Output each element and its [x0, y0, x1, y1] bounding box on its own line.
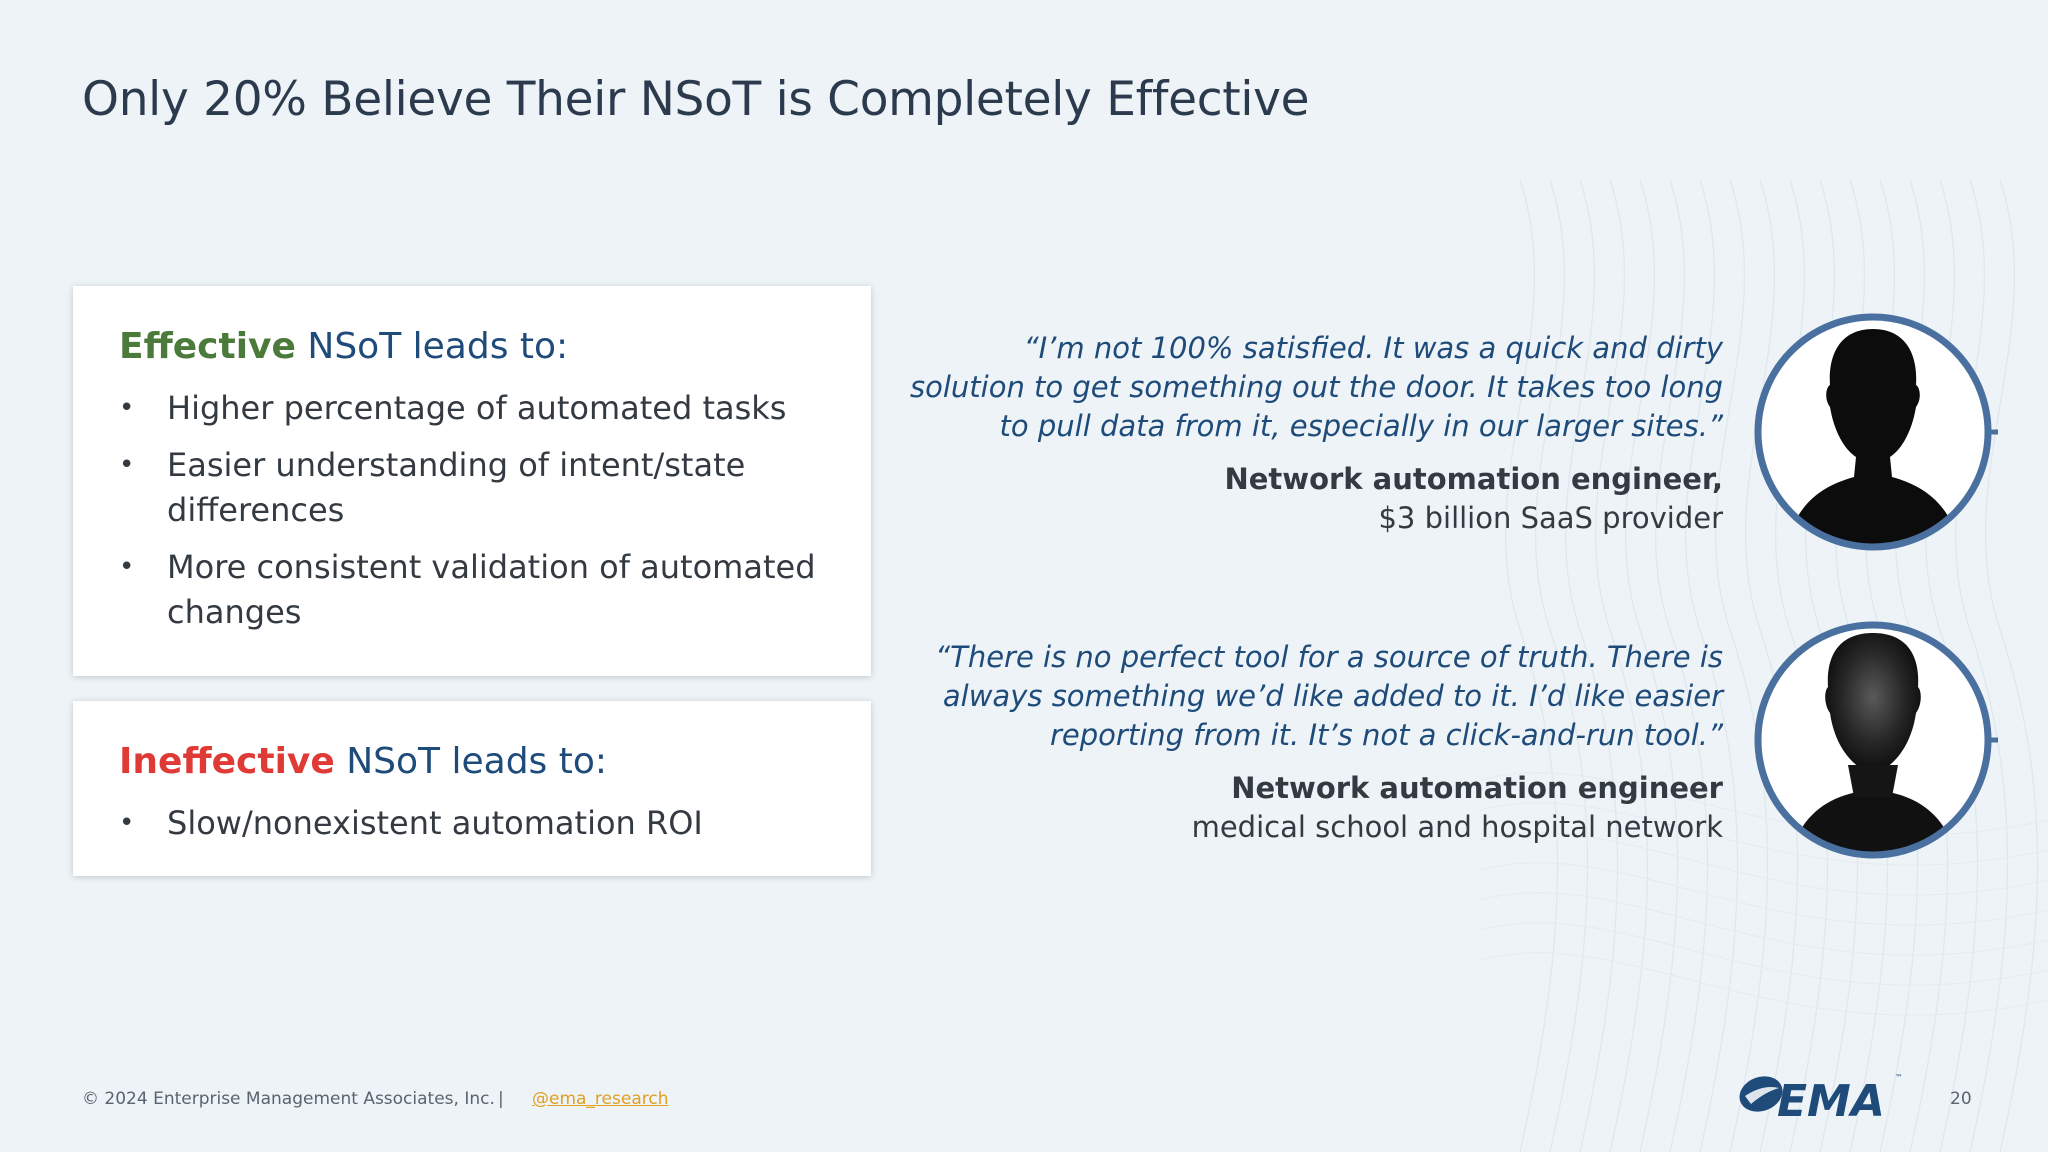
- logo-trademark: ™: [1895, 1073, 1903, 1082]
- slide-title: Only 20% Believe Their NSoT is Completely Effective: [82, 72, 1310, 127]
- bullet-text: Slow/nonexistent automation ROI: [167, 804, 703, 842]
- ineffective-heading-rest: NSoT leads to:: [334, 741, 608, 782]
- ineffective-nsot-card: [73, 701, 871, 876]
- quote-2-role: Network automation engineer: [1231, 771, 1723, 805]
- footer-copyright: © 2024 Enterprise Management Associates, Inc.: [82, 1089, 495, 1109]
- person-silhouette-icon: [1748, 307, 1998, 557]
- bullet-icon: •: [119, 808, 135, 838]
- bullet-icon: •: [119, 552, 135, 582]
- bullet-icon: •: [119, 450, 135, 480]
- quote-2-org: medical school and hospital network: [1191, 810, 1723, 844]
- person-silhouette-icon: [1748, 615, 1998, 865]
- bullet-text: More consistent validation of automated changes: [167, 548, 816, 631]
- ema-logo: [1735, 1066, 1910, 1126]
- effective-heading-rest: NSoT leads to:: [295, 326, 569, 367]
- page-number: 20: [1950, 1089, 1972, 1109]
- quote-1-role: Network automation engineer,: [1224, 462, 1723, 496]
- ineffective-card-heading: [119, 741, 607, 782]
- quote-1-org: $3 billion SaaS provider: [1378, 501, 1723, 535]
- bullet-text: Higher percentage of automated tasks: [167, 389, 787, 427]
- effective-nsot-card: [73, 286, 871, 676]
- ineffective-bullet-list: [119, 801, 827, 858]
- effective-bullet-list: [119, 386, 827, 647]
- ineffective-keyword: Ineffective: [119, 741, 335, 782]
- effective-card-heading: [119, 326, 568, 367]
- logo-text: EMA: [1777, 1076, 1885, 1126]
- bullet-text: Easier understanding of intent/state differences: [167, 446, 746, 529]
- twitter-handle-link[interactable]: @ema_research: [532, 1089, 669, 1109]
- quote-text-2: “There is no perfect tool for a source of truth. There is always something we’d like added to it. I’d like easier reporting from it. It’s not a click-and-run tool.”: [935, 640, 1723, 752]
- list-item: [119, 801, 827, 846]
- quote-text-1: “I’m not 100% satisfied. It was a quick and dirty solution to get something out the door. It takes too long to pull data from it, especially in our larger sites.”: [909, 331, 1723, 443]
- list-item: [119, 545, 827, 635]
- footer-separator: |: [498, 1089, 504, 1109]
- bullet-icon: •: [119, 393, 135, 423]
- list-item: [119, 443, 827, 533]
- effective-keyword: Effective: [119, 326, 296, 367]
- list-item: [119, 386, 827, 431]
